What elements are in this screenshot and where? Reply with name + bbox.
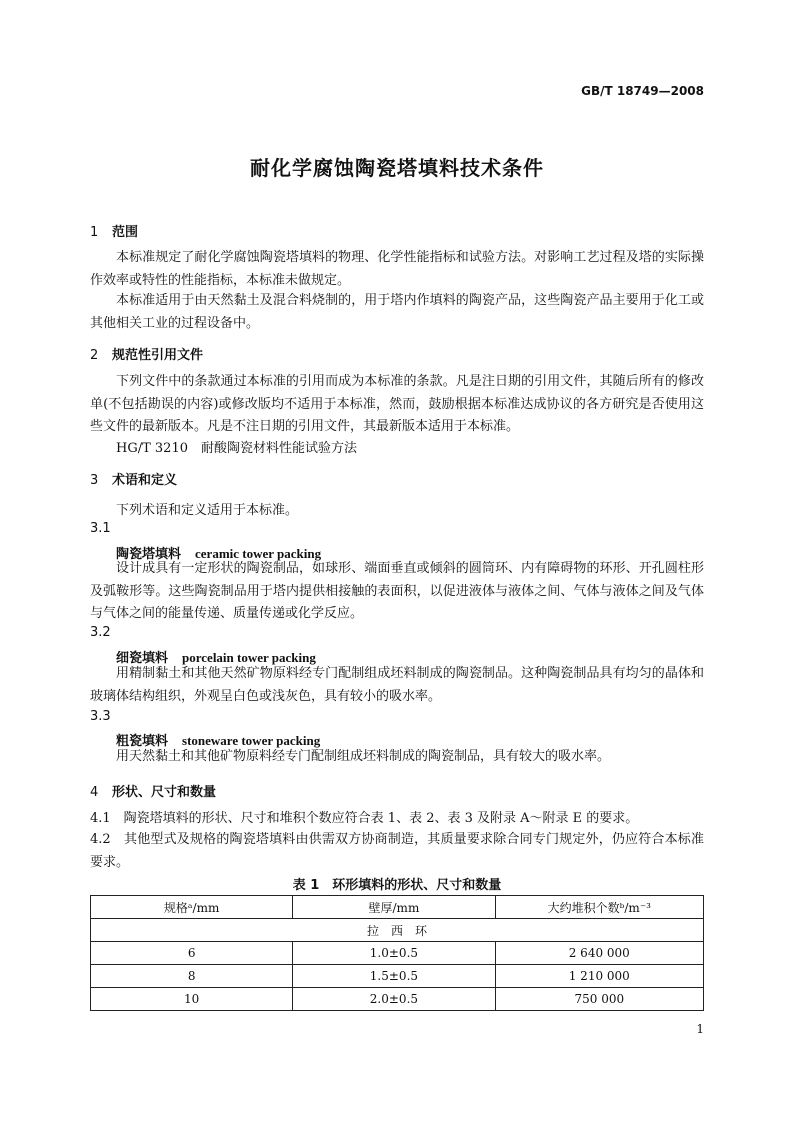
cell-spec: 6 xyxy=(91,942,293,965)
column-header-spec: 规格ᵃ/mm xyxy=(91,896,293,919)
clause-4-1: 4.1 陶瓷塔填料的形状、尺寸和堆积个数应符合表 1、表 2、表 3 及附录 A～附录 E 的要求。 xyxy=(90,811,639,826)
section-1-para-1: 本标准规定了耐化学腐蚀陶瓷塔填料的物理、化学性能指标和试验方法。对影响工艺过程及塔的实际操作效率或特性的性能指标，本标准未做规定。 xyxy=(90,250,704,288)
table-row xyxy=(91,942,704,965)
term-3-1-number: 3.1 xyxy=(90,521,111,536)
column-header-wall: 壁厚/mm xyxy=(293,896,495,919)
term-3-2-definition: 用精制黏土和其他天然矿物原料经专门配制组成坯料制成的陶瓷制品。这种陶瓷制品具有均匀的晶体和玻璃体结构组织，外观呈白色或浅灰色，具有较小的吸水率。 xyxy=(90,666,704,704)
term-3-3-number: 3.3 xyxy=(90,709,111,724)
cell-count: 1 210 000 xyxy=(495,965,703,988)
term-3-3-definition: 用天然黏土和其他矿物原料经专门配制组成坯料制成的陶瓷制品，具有较大的吸水率。 xyxy=(116,749,611,764)
section-1-heading: 1 范围 xyxy=(90,225,139,240)
section-3-heading: 3 术语和定义 xyxy=(90,473,178,488)
table-group-row xyxy=(91,919,704,942)
section-2-heading: 2 规范性引用文件 xyxy=(90,348,204,363)
standard-number: GB/T 18749—2008 xyxy=(581,84,704,98)
section-2-para-1: 下列文件中的条款通过本标准的引用而成为本标准的条款。凡是注日期的引用文件，其随后所有的修改单(不包括勘误的内容)或修改版均不适用于本标准，然而，鼓励根据本标准达成协议的各方研究是否使用这些文件的最新版本。凡是不注日期的引用文件，其最新版本适用于本标准。 xyxy=(90,374,704,434)
table-1-caption: 表 1 环形填料的形状、尺寸和数量 xyxy=(292,878,502,893)
cell-wall: 1.0±0.5 xyxy=(293,942,495,965)
cell-count: 2 640 000 xyxy=(495,942,703,965)
document-title: 耐化学腐蚀陶瓷塔填料技术条件 xyxy=(250,156,544,180)
table-row xyxy=(91,988,704,1011)
section-4-heading: 4 形状、尺寸和数量 xyxy=(90,785,217,800)
clause-4-2: 4.2 其他型式及规格的陶瓷塔填料由供需双方协商制造，其质量要求除合同专门规定外，仍应符合本标准要求。 xyxy=(90,832,704,870)
page-number: 1 xyxy=(696,1022,704,1036)
term-3-3: 粗瓷填料 stoneware tower packing xyxy=(116,733,321,749)
term-3-2: 细瓷填料 porcelain tower packing xyxy=(116,650,316,666)
cell-spec: 10 xyxy=(91,988,293,1011)
term-3-2-number: 3.2 xyxy=(90,625,111,640)
cell-spec: 8 xyxy=(91,965,293,988)
cell-count: 750 000 xyxy=(495,988,703,1011)
section-1-para-2: 本标准适用于由天然黏土及混合料烧制的，用于塔内作填料的陶瓷产品，这些陶瓷产品主要用于化工或其他相关工业的过程设备中。 xyxy=(90,293,704,331)
cell-wall: 1.5±0.5 xyxy=(293,965,495,988)
column-header-count: 大约堆积个数ᵇ/m⁻³ xyxy=(495,896,703,919)
section-3-intro: 下列术语和定义适用于本标准。 xyxy=(116,503,299,518)
table-row xyxy=(91,965,704,988)
term-3-1: 陶瓷塔填料 ceramic tower packing xyxy=(116,546,322,562)
term-3-1-definition: 设计成具有一定形状的陶瓷制品，如球形、端面垂直或倾斜的圆筒环、内有障碍物的环形、开孔圆柱形及弧鞍形等。这些陶瓷制品用于塔内提供相接触的表面积，以促进液体与液体之间、气体与液体之间及气体与气体之间的能量传递、质量传递或化学反应。 xyxy=(90,561,704,621)
cell-wall: 2.0±0.5 xyxy=(293,988,495,1011)
group-label: 拉 西 环 xyxy=(91,919,704,942)
table-header-row xyxy=(91,896,704,919)
table-1 xyxy=(90,895,704,1011)
normative-reference: HG/T 3210 耐酸陶瓷材料性能试验方法 xyxy=(116,441,357,456)
